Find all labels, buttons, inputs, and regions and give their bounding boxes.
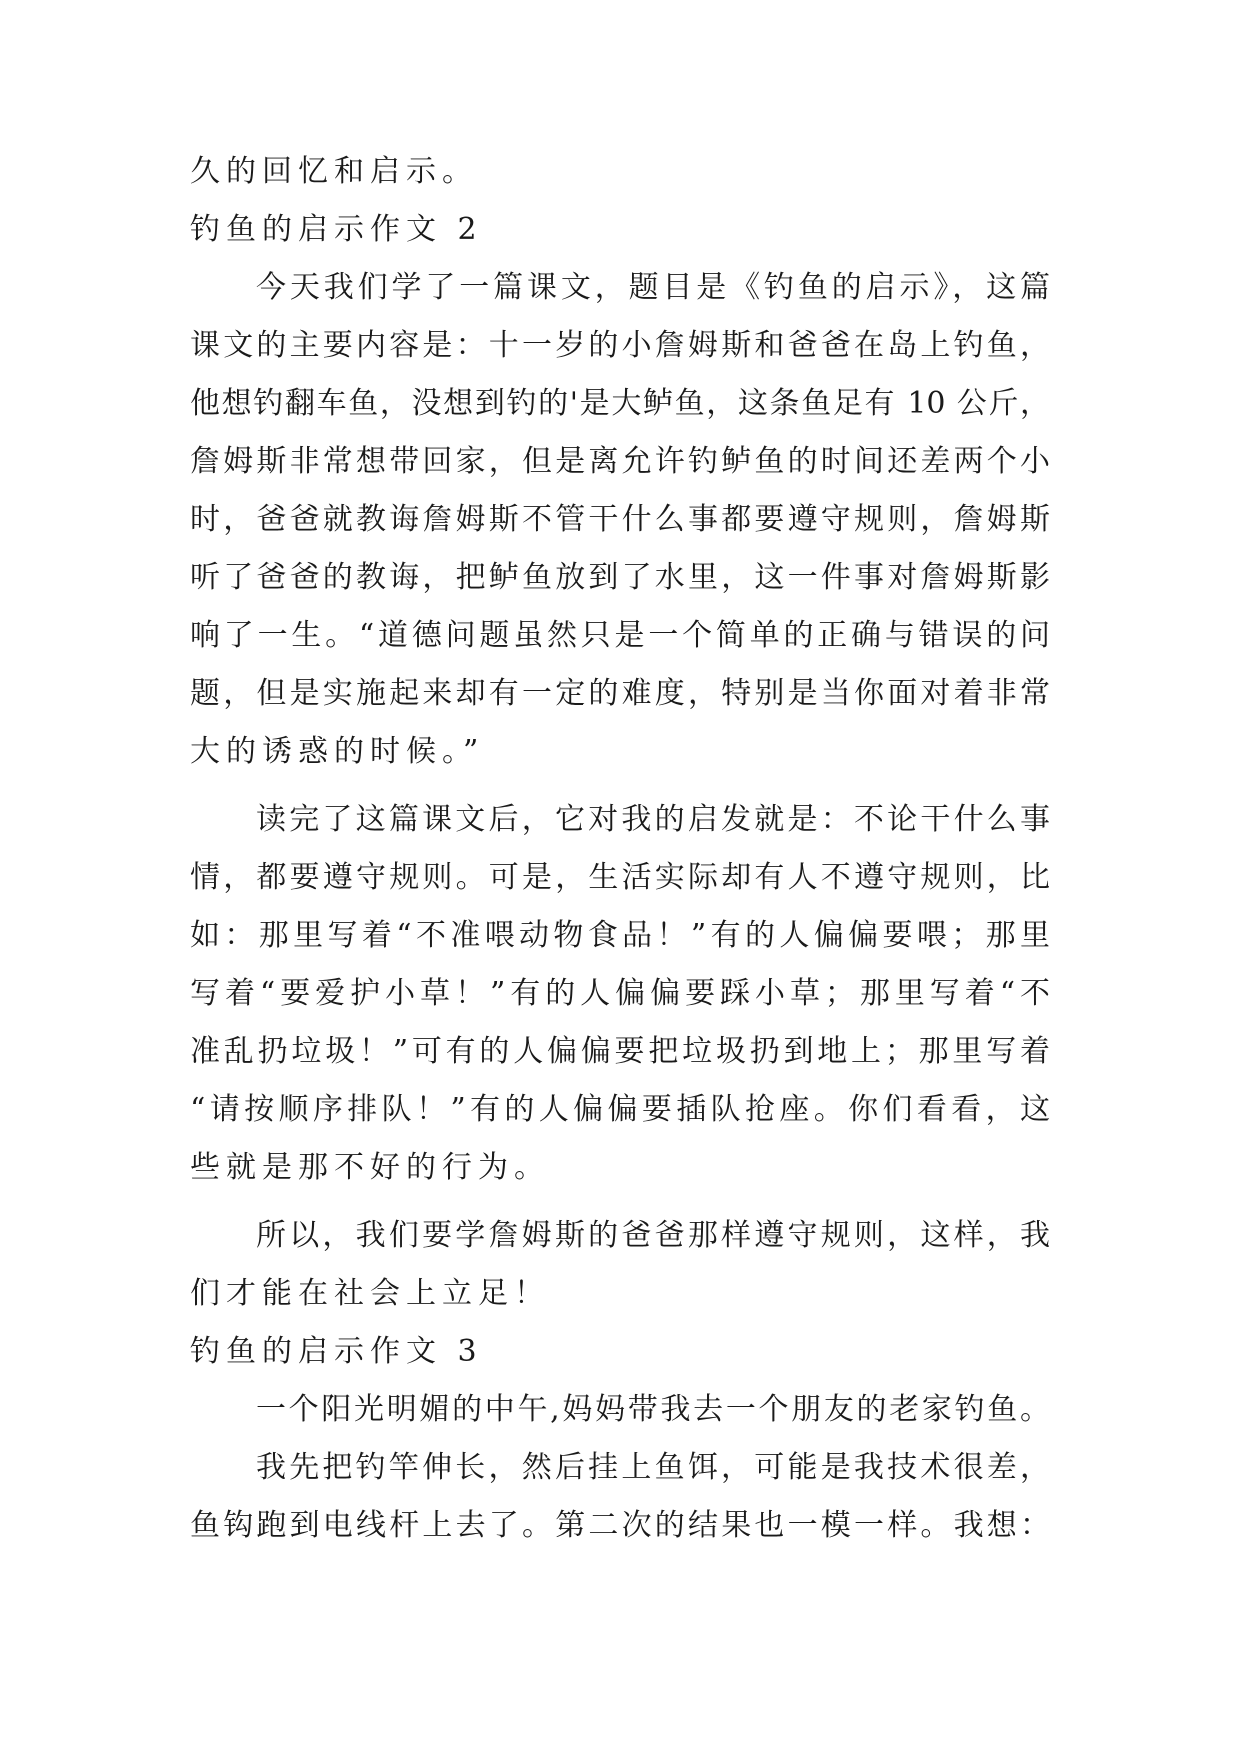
section-heading: 钓鱼的启示作文 3 <box>190 1334 483 1369</box>
paragraph-line: 一个阳光明媚的中午,妈妈带我去一个朋友的老家钓鱼。 <box>256 1392 1050 1427</box>
paragraph-line: 我先把钓竿伸长，然后挂上鱼饵，可能是我技术很差， <box>256 1450 1050 1485</box>
paragraph-line: 时，爸爸就教诲詹姆斯不管干什么事都要遵守规则，詹姆斯 <box>190 502 1050 537</box>
paragraph-line: 准乱扔垃圾！”可有的人偏偏要把垃圾扔到地上；那里写着 <box>190 1034 1050 1069</box>
paragraph-line: 们才能在社会上立足！ <box>190 1276 550 1311</box>
paragraph-line: 他想钓翻车鱼，没想到钓的'是大鲈鱼，这条鱼足有 10 公斤， <box>190 386 1050 421</box>
paragraph-line: 课文的主要内容是：十一岁的小詹姆斯和爸爸在岛上钓鱼， <box>190 328 1050 363</box>
paragraph-line: 听了爸爸的教诲，把鲈鱼放到了水里，这一件事对詹姆斯影 <box>190 560 1050 595</box>
paragraph-line: 如：那里写着“不准喂动物食品！”有的人偏偏要喂；那里 <box>190 918 1050 953</box>
paragraph-line: 大的诱惑的时候。” <box>190 734 485 769</box>
paragraph-line: 所以，我们要学詹姆斯的爸爸那样遵守规则，这样，我 <box>256 1218 1050 1253</box>
paragraph-line: 詹姆斯非常想带回家，但是离允许钓鲈鱼的时间还差两个小 <box>190 444 1050 479</box>
section-heading: 钓鱼的启示作文 2 <box>190 212 483 247</box>
text-line: 久的回忆和启示。 <box>190 154 478 189</box>
paragraph-line: 题，但是实施起来却有一定的难度，特别是当你面对着非常 <box>190 676 1050 711</box>
paragraph-line: 今天我们学了一篇课文，题目是《钓鱼的启示》，这篇 <box>256 270 1050 305</box>
paragraph-line: 些就是那不好的行为。 <box>190 1150 550 1185</box>
paragraph-line: 响了一生。“道德问题虽然只是一个简单的正确与错误的问 <box>190 618 1050 653</box>
paragraph-line: 鱼钩跑到电线杆上去了。第二次的结果也一模一样。我想： <box>190 1508 1050 1543</box>
paragraph-line: 读完了这篇课文后，它对我的启发就是：不论干什么事 <box>256 802 1050 837</box>
paragraph-line: 写着“要爱护小草！”有的人偏偏要踩小草；那里写着“不 <box>190 976 1050 1011</box>
paragraph-line: 情，都要遵守规则。可是，生活实际却有人不遵守规则，比 <box>190 860 1050 895</box>
paragraph-line: “请按顺序排队！”有的人偏偏要插队抢座。你们看看，这 <box>190 1092 1050 1127</box>
